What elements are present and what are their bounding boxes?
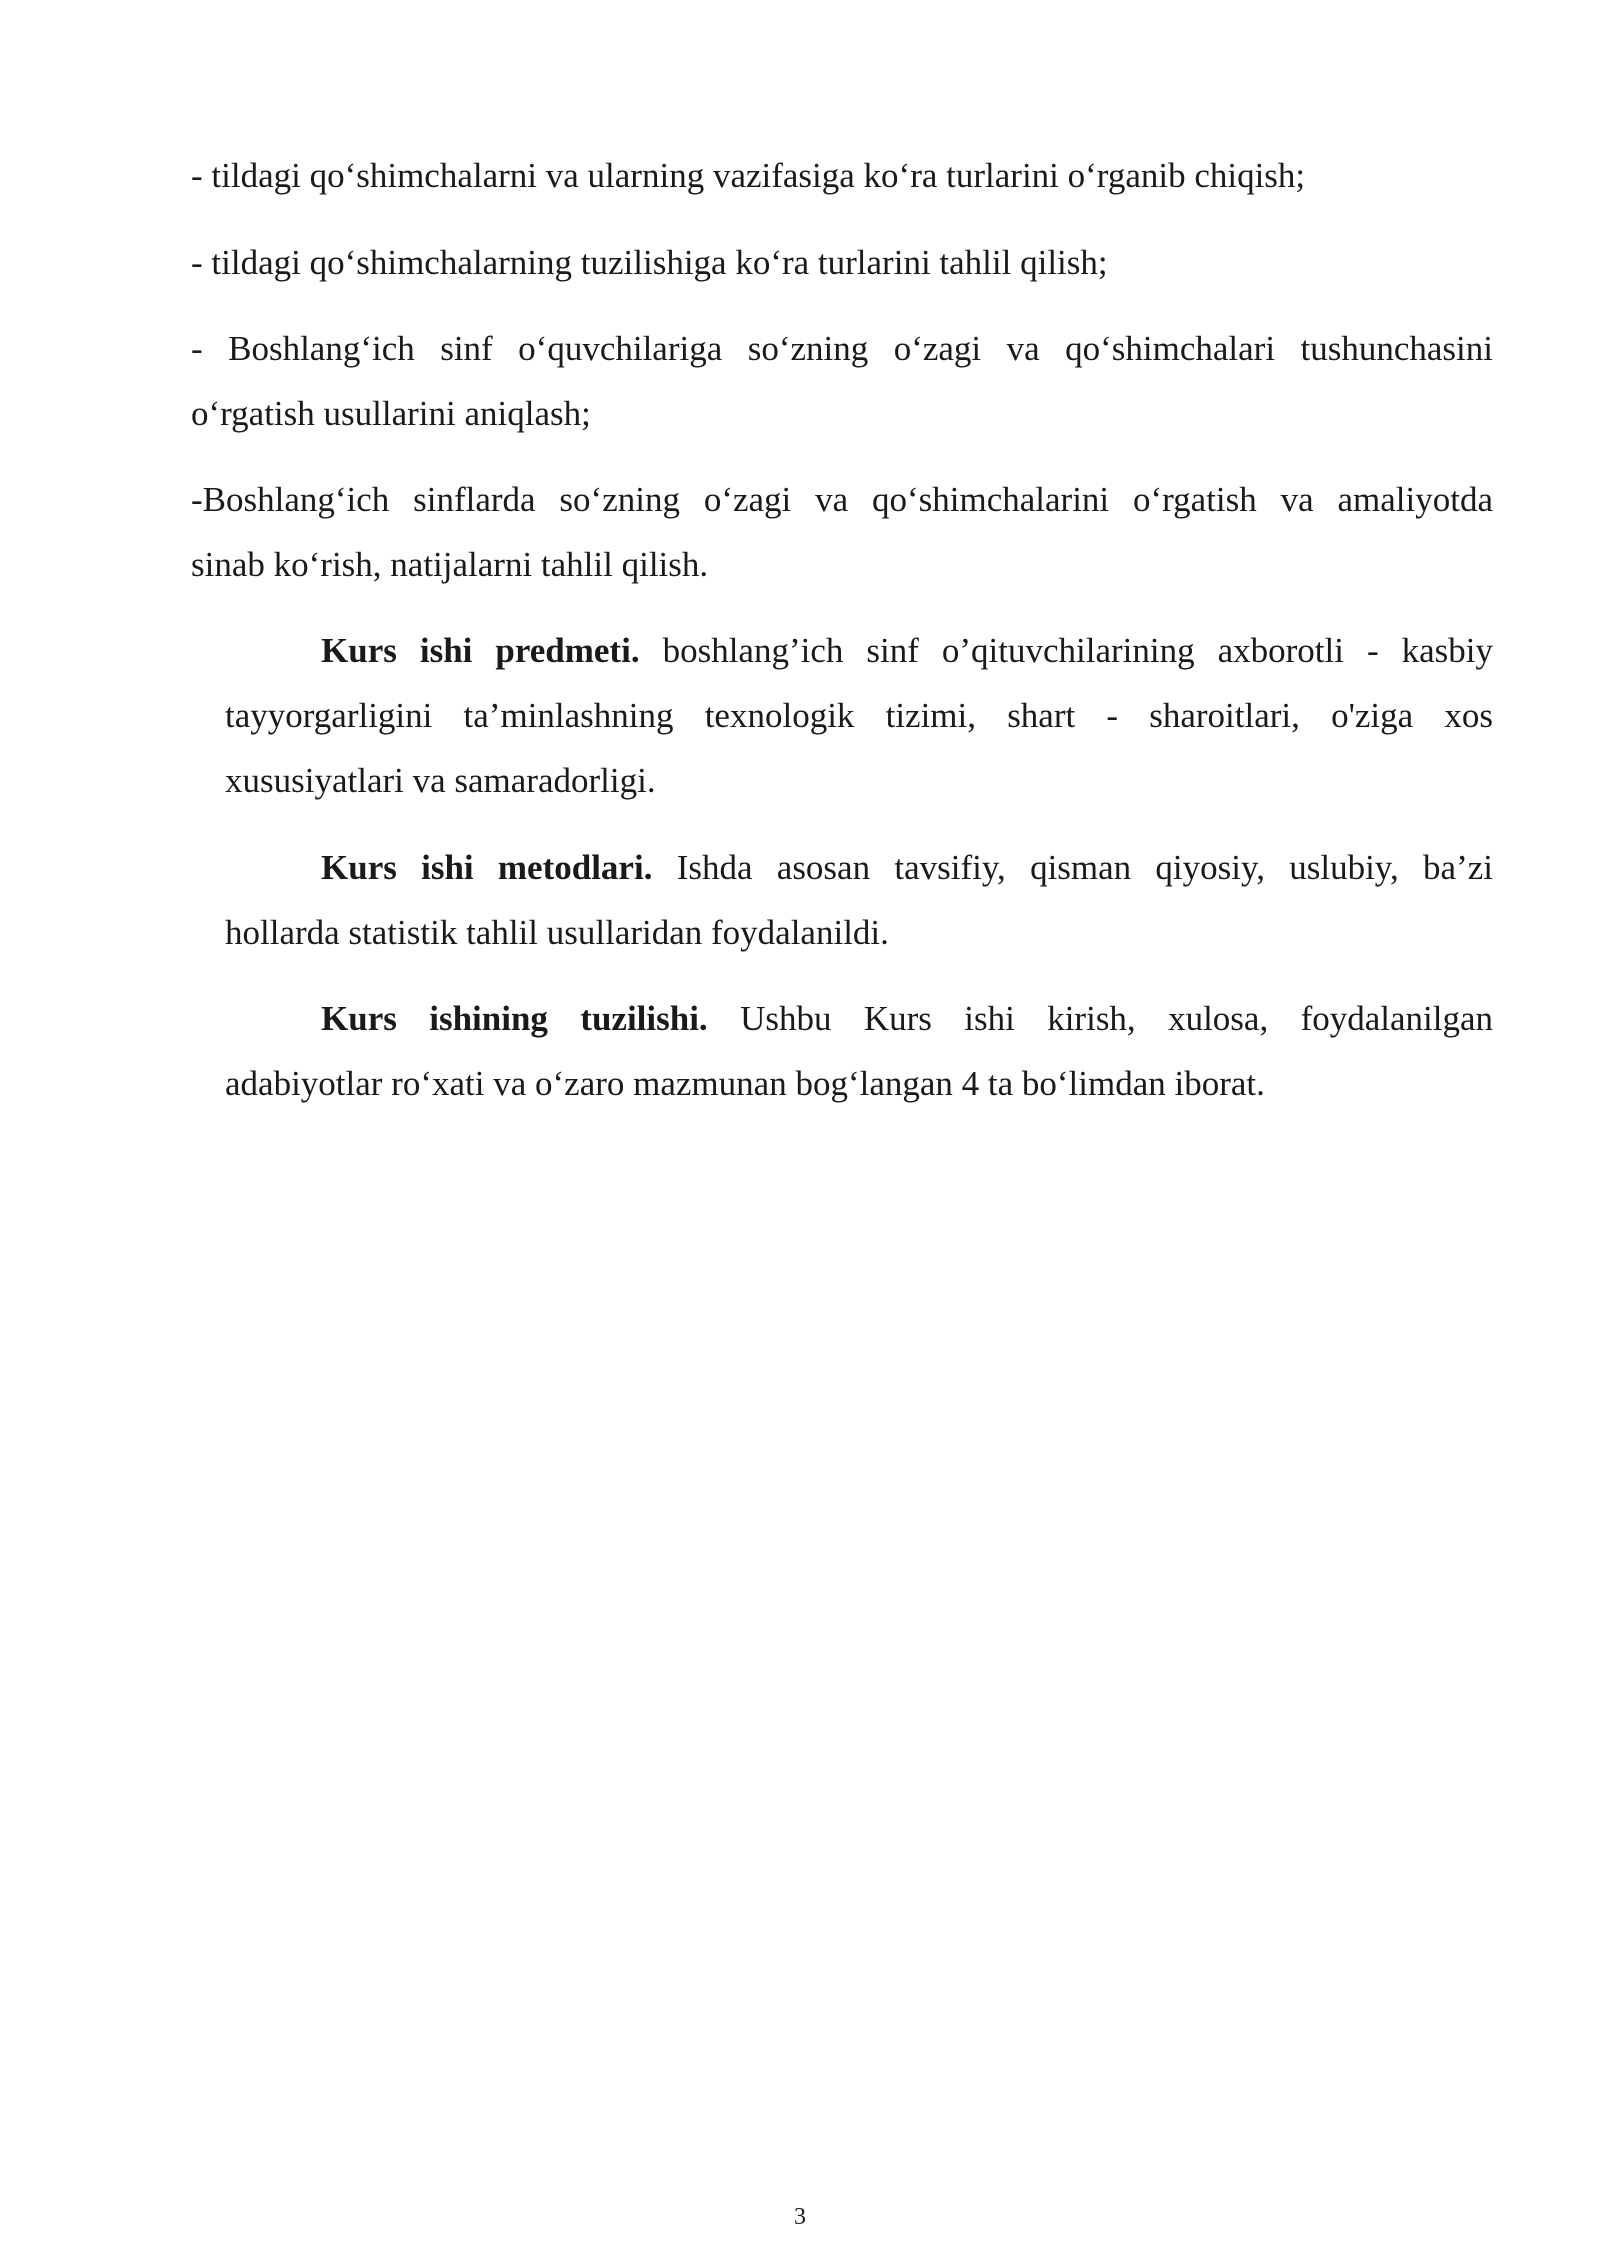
subject-text-1: boshlang’ich sinf o’qituvchilarining axborotli - kasbiy [639,631,1493,670]
subject-paragraph-line-1 [321,630,1493,672]
subject-paragraph-line-2: tayyorgarligini ta’minlashning texnologik tizimi, shart - sharoitlari, o'ziga xos [225,696,1493,735]
objective-item-3-line-1: - Boshlang‘ich sinf o‘quvchilariga so‘zning o‘zagi va qo‘shimchalari tushunchasini [191,329,1493,368]
structure-text-1: Ushbu Kurs ishi kirish, xulosa, foydalanilgan [707,999,1494,1038]
structure-paragraph-line-1 [321,998,1493,1040]
objective-item-2: - tildagi qo‘shimchalarning tuzilishiga ko‘ra turlarini tahlil qilish; [191,243,1108,282]
methods-paragraph-line-1 [321,847,1493,889]
methods-paragraph-line-2: hollarda statistik tahlil usullaridan foydalanildi. [225,913,889,952]
subject-label: Kurs ishi predmeti. [321,631,640,670]
objective-item-4 [191,479,1493,521]
objective-item-4-line-2: sinab ko‘rish, natijalarni tahlil qilish. [191,545,709,584]
methods-label: Kurs ishi metodlari. [321,848,653,887]
objective-item-3-line-2: o‘rgatish usullarini aniqlash; [191,394,591,433]
page-number: 3 [794,2204,806,2230]
objective-item-3 [191,328,1493,370]
objective-item-4-line-1: -Boshlang‘ich sinflarda so‘zning o‘zagi va qo‘shimchalarini o‘rgatish va amaliyotda [191,480,1493,519]
structure-paragraph-line-2: adabiyotlar ro‘xati va o‘zaro mazmunan bog‘langan 4 ta bo‘limdan iborat. [225,1064,1265,1103]
subject-paragraph-line-3: xususiyatlari va samaradorligi. [225,761,656,800]
objective-item-1: - tildagi qo‘shimchalarni va ularning vazifasiga ko‘ra turlarini o‘rganib chiqish; [191,156,1306,195]
structure-label: Kurs ishining tuzilishi. [321,999,708,1038]
methods-text-1: Ishda asosan tavsifiy, qisman qiyosiy, uslubiy, ba’zi [652,848,1493,887]
